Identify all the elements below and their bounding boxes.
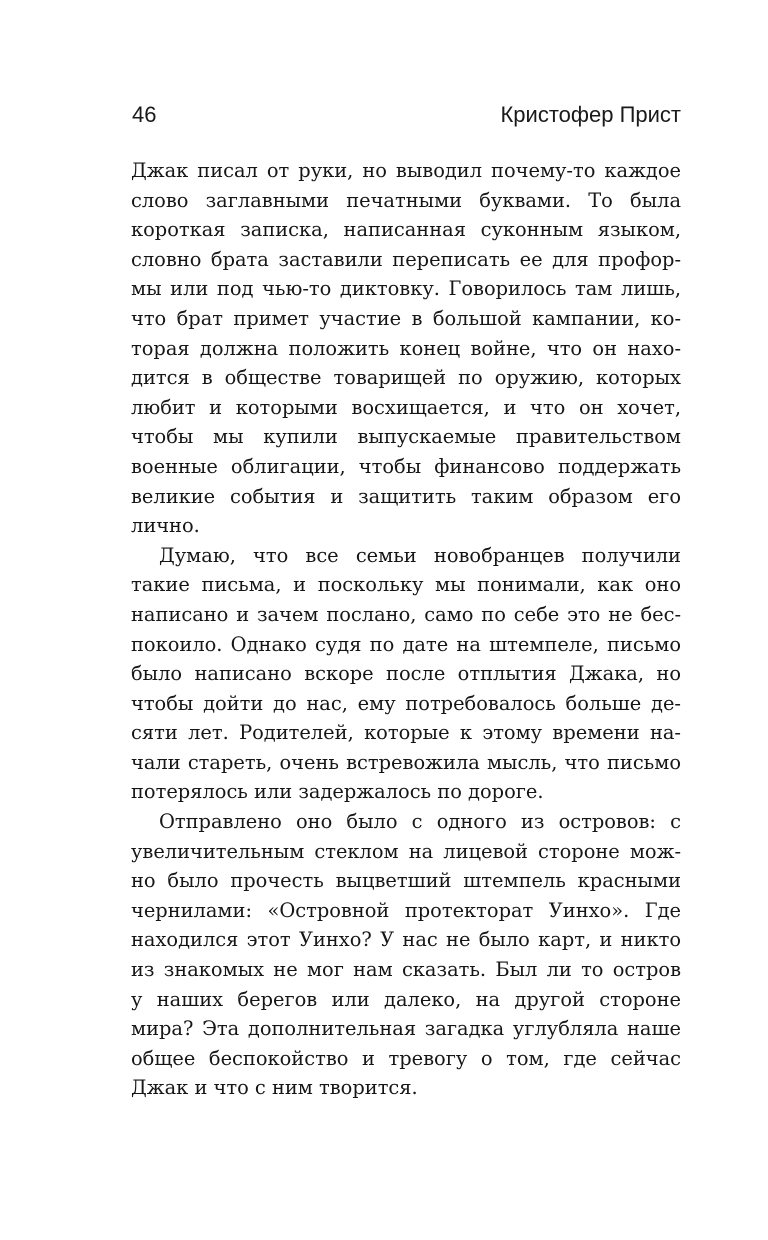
text-line: но было прочесть выцветший штемпель красными	[131, 869, 681, 893]
text-line: короткая записка, написанная суконным языком,	[131, 218, 681, 242]
text-line: лично.	[131, 514, 200, 538]
text-line: у наших берегов или далеко, на другой стороне	[131, 987, 681, 1011]
text-line: потерялось или задержалось по дороге.	[131, 780, 544, 804]
text-line: слово заглавными печатными буквами. То была	[131, 188, 681, 212]
paragraph-3	[131, 807, 681, 1103]
text-line: покоило. Однако судя по дате на штемпеле, письмо	[131, 632, 681, 656]
text-line: мира? Эта дополнительная загадка углубляла наше	[131, 1017, 681, 1041]
text-line: Джак писал от руки, но выводил почему-то каждое	[131, 159, 681, 182]
text-line: Джак и что с ним творится.	[131, 1076, 418, 1100]
text-line: Отправлено оно было с одного из островов: с	[159, 810, 681, 834]
author-name: Кристофер Прист	[500, 102, 681, 127]
text-line: чернилами: «Островной протекторат Уинхо». Где	[131, 898, 681, 922]
text-line: мы или под чью-то диктовку. Говорилось там лишь,	[131, 277, 681, 301]
text-line: сяти лет. Родителей, которые к этому времени на-	[131, 721, 681, 745]
text-line: Думаю, что все семьи новобранцев получили	[159, 543, 681, 567]
text-line: что брат примет участие в большой кампании, ко-	[131, 306, 681, 330]
page-number: 46	[132, 102, 157, 127]
running-head	[132, 100, 681, 130]
text-line: общее беспокойство и тревогу о том, где сейчас	[131, 1046, 681, 1070]
text-line: любит и которыми восхищается, и что он хочет,	[131, 395, 681, 419]
text-line: дится в обществе товарищей по оружию, которых	[131, 366, 681, 390]
paragraph-2	[131, 541, 681, 807]
text-line: великие события и защитить таким образом его	[131, 484, 681, 508]
text-line: торая должна положить конец войне, что он нахо-	[131, 336, 681, 360]
text-line: чтобы мы купили выпускаемые правительством	[131, 425, 681, 449]
text-line: находился этот Уинхо? У нас не было карт, и никто	[131, 928, 681, 952]
body-text	[131, 156, 681, 1103]
text-line: чтобы дойти до нас, ему потребовалось больше де-	[131, 691, 681, 715]
text-line: чали стареть, очень встревожила мысль, что письмо	[131, 750, 681, 774]
text-line: увеличительным стеклом на лицевой стороне мож-	[131, 839, 681, 863]
text-line: написано и зачем послано, само по себе это не бес-	[131, 602, 681, 626]
text-line: словно брата заставили переписать ее для профор-	[131, 247, 681, 271]
text-line: военные облигации, чтобы финансово поддержать	[131, 454, 681, 478]
paragraph-1	[131, 156, 681, 541]
text-line: было написано вскоре после отплытия Джака, но	[131, 662, 681, 686]
text-line: из знакомых не мог нам сказать. Был ли то остров	[131, 958, 681, 982]
text-line: такие письма, и поскольку мы понимали, как оно	[131, 573, 681, 597]
